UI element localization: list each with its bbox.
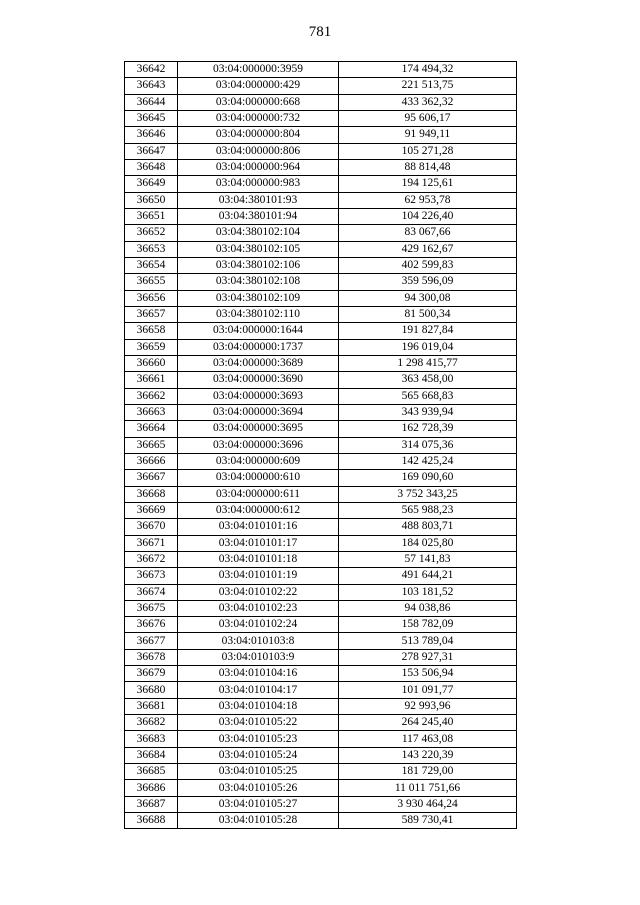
cadastral-number-cell: 03:04:000000:3959: [178, 62, 339, 78]
row-number-cell: 36679: [125, 666, 178, 682]
cadastral-number-cell: 03:04:010105:24: [178, 747, 339, 763]
cadastral-value-cell: 143 220,39: [339, 747, 517, 763]
table-row: [125, 437, 517, 453]
cadastral-value-cell: 117 463,08: [339, 731, 517, 747]
cadastral-value-cell: 95 606,17: [339, 110, 517, 126]
row-number-cell: 36685: [125, 764, 178, 780]
cadastral-number-cell: 03:04:010103:8: [178, 633, 339, 649]
row-number-cell: 36671: [125, 535, 178, 551]
cadastral-value-cell: 174 494,32: [339, 62, 517, 78]
table-row: [125, 127, 517, 143]
cadastral-number-cell: 03:04:010102:24: [178, 617, 339, 633]
table-row: [125, 421, 517, 437]
row-number-cell: 36653: [125, 241, 178, 257]
cadastral-value-cell: 565 988,23: [339, 502, 517, 518]
cadastral-number-cell: 03:04:380102:105: [178, 241, 339, 257]
table-row: [125, 502, 517, 518]
cadastral-value-cell: 363 458,00: [339, 372, 517, 388]
table-row: [125, 143, 517, 159]
table-row: [125, 584, 517, 600]
cadastral-value-cell: 402 599,83: [339, 257, 517, 273]
row-number-cell: 36649: [125, 176, 178, 192]
cadastral-number-cell: 03:04:000000:1644: [178, 323, 339, 339]
cadastral-value-table: [124, 61, 517, 829]
cadastral-number-cell: 03:04:000000:610: [178, 470, 339, 486]
table-row: [125, 339, 517, 355]
cadastral-value-cell: 433 362,32: [339, 94, 517, 110]
row-number-cell: 36666: [125, 453, 178, 469]
cadastral-value-cell: 3 752 343,25: [339, 486, 517, 502]
cadastral-value-cell: 103 181,52: [339, 584, 517, 600]
cadastral-value-cell: 264 245,40: [339, 715, 517, 731]
table-row: [125, 290, 517, 306]
cadastral-number-cell: 03:04:000000:3694: [178, 404, 339, 420]
cadastral-number-cell: 03:04:010105:23: [178, 731, 339, 747]
cadastral-number-cell: 03:04:000000:964: [178, 159, 339, 175]
row-number-cell: 36664: [125, 421, 178, 437]
table-row: [125, 682, 517, 698]
row-number-cell: 36676: [125, 617, 178, 633]
table-row: [125, 666, 517, 682]
table-row: [125, 159, 517, 175]
cadastral-number-cell: 03:04:380102:104: [178, 225, 339, 241]
table-row: [125, 306, 517, 322]
cadastral-value-cell: 88 814,48: [339, 159, 517, 175]
row-number-cell: 36665: [125, 437, 178, 453]
row-number-cell: 36646: [125, 127, 178, 143]
row-number-cell: 36656: [125, 290, 178, 306]
table-row: [125, 323, 517, 339]
cadastral-value-cell: 81 500,34: [339, 306, 517, 322]
cadastral-number-cell: 03:04:000000:3696: [178, 437, 339, 453]
table-row: [125, 78, 517, 94]
table-row: [125, 764, 517, 780]
row-number-cell: 36660: [125, 355, 178, 371]
row-number-cell: 36674: [125, 584, 178, 600]
table-row: [125, 486, 517, 502]
table-row: [125, 568, 517, 584]
row-number-cell: 36682: [125, 715, 178, 731]
cadastral-number-cell: 03:04:380102:110: [178, 306, 339, 322]
table-row: [125, 176, 517, 192]
table-row: [125, 715, 517, 731]
cadastral-number-cell: 03:04:010103:9: [178, 649, 339, 665]
table-row: [125, 257, 517, 273]
cadastral-value-cell: 94 038,86: [339, 600, 517, 616]
cadastral-number-cell: 03:04:010104:17: [178, 682, 339, 698]
cadastral-value-cell: 194 125,61: [339, 176, 517, 192]
table-row: [125, 110, 517, 126]
table-row: [125, 241, 517, 257]
cadastral-number-cell: 03:04:000000:3689: [178, 355, 339, 371]
table-row: [125, 600, 517, 616]
cadastral-value-cell: 196 019,04: [339, 339, 517, 355]
cadastral-number-cell: 03:04:010102:22: [178, 584, 339, 600]
table-row: [125, 192, 517, 208]
table-row: [125, 747, 517, 763]
table-row: [125, 813, 517, 829]
cadastral-number-cell: 03:04:010105:28: [178, 813, 339, 829]
cadastral-number-cell: 03:04:010101:19: [178, 568, 339, 584]
cadastral-value-cell: 104 226,40: [339, 208, 517, 224]
table-row: [125, 519, 517, 535]
table-row: [125, 649, 517, 665]
table-row: [125, 535, 517, 551]
table-row: [125, 453, 517, 469]
cadastral-number-cell: 03:04:010102:23: [178, 600, 339, 616]
cadastral-number-cell: 03:04:380101:94: [178, 208, 339, 224]
table-body: [125, 62, 517, 829]
cadastral-number-cell: 03:04:000000:609: [178, 453, 339, 469]
cadastral-number-cell: 03:04:380102:109: [178, 290, 339, 306]
cadastral-value-cell: 57 141,83: [339, 551, 517, 567]
table-row: [125, 633, 517, 649]
row-number-cell: 36663: [125, 404, 178, 420]
row-number-cell: 36661: [125, 372, 178, 388]
cadastral-number-cell: 03:04:010105:26: [178, 780, 339, 796]
cadastral-value-cell: 11 011 751,66: [339, 780, 517, 796]
row-number-cell: 36688: [125, 813, 178, 829]
table-row: [125, 470, 517, 486]
row-number-cell: 36672: [125, 551, 178, 567]
cadastral-value-cell: 101 091,77: [339, 682, 517, 698]
table-row: [125, 225, 517, 241]
row-number-cell: 36683: [125, 731, 178, 747]
row-number-cell: 36678: [125, 649, 178, 665]
cadastral-value-cell: 491 644,21: [339, 568, 517, 584]
cadastral-number-cell: 03:04:000000:806: [178, 143, 339, 159]
cadastral-value-cell: 429 162,67: [339, 241, 517, 257]
table-row: [125, 388, 517, 404]
table-row: [125, 372, 517, 388]
row-number-cell: 36670: [125, 519, 178, 535]
cadastral-value-cell: 181 729,00: [339, 764, 517, 780]
cadastral-value-cell: 1 298 415,77: [339, 355, 517, 371]
cadastral-number-cell: 03:04:380102:108: [178, 274, 339, 290]
cadastral-value-cell: 91 949,11: [339, 127, 517, 143]
cadastral-number-cell: 03:04:010101:18: [178, 551, 339, 567]
cadastral-value-cell: 105 271,28: [339, 143, 517, 159]
cadastral-value-cell: 343 939,94: [339, 404, 517, 420]
table-row: [125, 355, 517, 371]
row-number-cell: 36658: [125, 323, 178, 339]
cadastral-number-cell: 03:04:000000:429: [178, 78, 339, 94]
row-number-cell: 36642: [125, 62, 178, 78]
cadastral-value-cell: 589 730,41: [339, 813, 517, 829]
cadastral-number-cell: 03:04:010101:16: [178, 519, 339, 535]
table-row: [125, 62, 517, 78]
cadastral-number-cell: 03:04:000000:3693: [178, 388, 339, 404]
cadastral-number-cell: 03:04:010105:22: [178, 715, 339, 731]
row-number-cell: 36650: [125, 192, 178, 208]
row-number-cell: 36645: [125, 110, 178, 126]
table-row: [125, 731, 517, 747]
cadastral-value-cell: 142 425,24: [339, 453, 517, 469]
row-number-cell: 36667: [125, 470, 178, 486]
row-number-cell: 36659: [125, 339, 178, 355]
table-row: [125, 208, 517, 224]
cadastral-value-cell: 513 789,04: [339, 633, 517, 649]
table-row: [125, 274, 517, 290]
row-number-cell: 36686: [125, 780, 178, 796]
cadastral-number-cell: 03:04:010104:18: [178, 698, 339, 714]
page-number: 781: [308, 24, 332, 40]
row-number-cell: 36687: [125, 796, 178, 812]
cadastral-number-cell: 03:04:000000:668: [178, 94, 339, 110]
table-row: [125, 617, 517, 633]
cadastral-value-cell: 184 025,80: [339, 535, 517, 551]
cadastral-value-cell: 162 728,39: [339, 421, 517, 437]
cadastral-value-cell: 3 930 464,24: [339, 796, 517, 812]
cadastral-number-cell: 03:04:000000:804: [178, 127, 339, 143]
cadastral-value-cell: 94 300,08: [339, 290, 517, 306]
cadastral-number-cell: 03:04:010105:27: [178, 796, 339, 812]
table-row: [125, 551, 517, 567]
cadastral-number-cell: 03:04:380102:106: [178, 257, 339, 273]
row-number-cell: 36644: [125, 94, 178, 110]
row-number-cell: 36647: [125, 143, 178, 159]
row-number-cell: 36651: [125, 208, 178, 224]
row-number-cell: 36655: [125, 274, 178, 290]
cadastral-value-cell: 314 075,36: [339, 437, 517, 453]
cadastral-value-cell: 158 782,09: [339, 617, 517, 633]
table-row: [125, 780, 517, 796]
cadastral-number-cell: 03:04:000000:611: [178, 486, 339, 502]
cadastral-number-cell: 03:04:000000:612: [178, 502, 339, 518]
cadastral-value-cell: 221 513,75: [339, 78, 517, 94]
row-number-cell: 36654: [125, 257, 178, 273]
cadastral-number-cell: 03:04:000000:983: [178, 176, 339, 192]
row-number-cell: 36648: [125, 159, 178, 175]
row-number-cell: 36675: [125, 600, 178, 616]
table-row: [125, 698, 517, 714]
cadastral-number-cell: 03:04:000000:1737: [178, 339, 339, 355]
cadastral-number-cell: 03:04:010104:16: [178, 666, 339, 682]
row-number-cell: 36643: [125, 78, 178, 94]
table-row: [125, 796, 517, 812]
row-number-cell: 36669: [125, 502, 178, 518]
cadastral-value-cell: 92 993,96: [339, 698, 517, 714]
cadastral-number-cell: 03:04:000000:732: [178, 110, 339, 126]
cadastral-number-cell: 03:04:010101:17: [178, 535, 339, 551]
table-row: [125, 94, 517, 110]
row-number-cell: 36684: [125, 747, 178, 763]
cadastral-value-cell: 62 953,78: [339, 192, 517, 208]
row-number-cell: 36657: [125, 306, 178, 322]
row-number-cell: 36677: [125, 633, 178, 649]
cadastral-value-cell: 153 506,94: [339, 666, 517, 682]
cadastral-value-cell: 169 090,60: [339, 470, 517, 486]
cadastral-value-cell: 359 596,09: [339, 274, 517, 290]
table-row: [125, 404, 517, 420]
cadastral-value-cell: 565 668,83: [339, 388, 517, 404]
row-number-cell: 36668: [125, 486, 178, 502]
cadastral-number-cell: 03:04:380101:93: [178, 192, 339, 208]
cadastral-number-cell: 03:04:000000:3695: [178, 421, 339, 437]
cadastral-number-cell: 03:04:000000:3690: [178, 372, 339, 388]
row-number-cell: 36662: [125, 388, 178, 404]
row-number-cell: 36652: [125, 225, 178, 241]
cadastral-value-cell: 278 927,31: [339, 649, 517, 665]
cadastral-value-cell: 83 067,66: [339, 225, 517, 241]
row-number-cell: 36680: [125, 682, 178, 698]
row-number-cell: 36673: [125, 568, 178, 584]
cadastral-number-cell: 03:04:010105:25: [178, 764, 339, 780]
cadastral-value-cell: 488 803,71: [339, 519, 517, 535]
row-number-cell: 36681: [125, 698, 178, 714]
cadastral-value-cell: 191 827,84: [339, 323, 517, 339]
